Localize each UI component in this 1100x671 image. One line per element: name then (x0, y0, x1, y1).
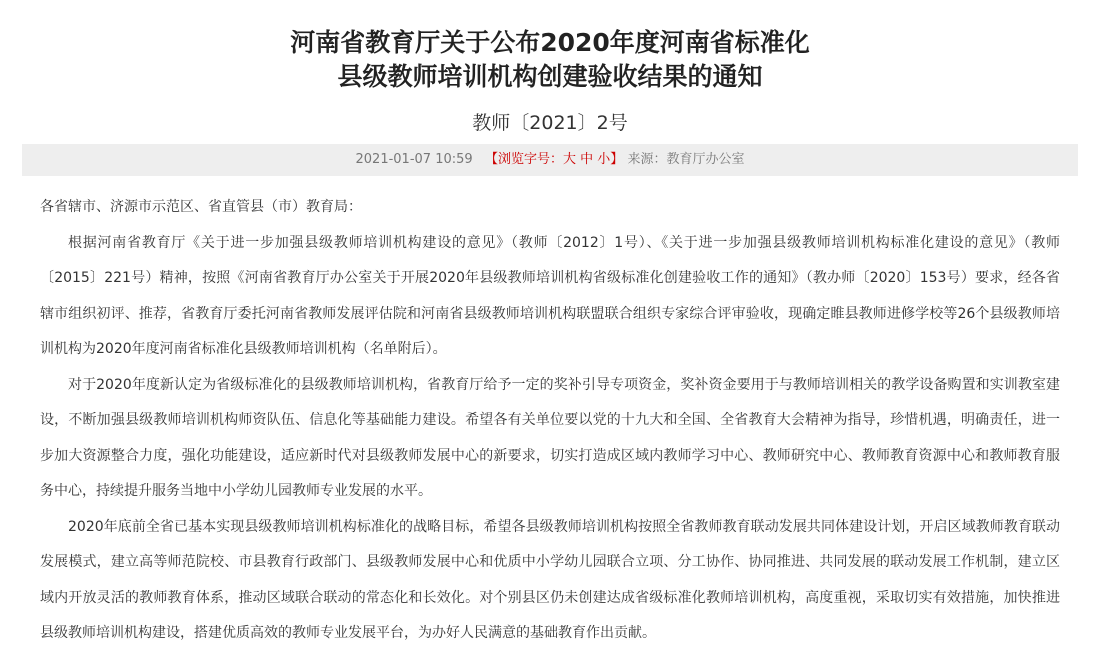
body-paragraph-1: 根据河南省教育厅《关于进一步加强县级教师培训机构建设的意见》（教师〔2012〕1号）、《关于进一步加强县级教师培训机构标准化建设的意见》（教师〔2015〕221号）精神，按照《河南省教育厅办公室关于开展2020年县级教师培训机构省级标准化创建验收工作的通知》（教办师〔2020〕153号）要求，经各省辖市组织初评、推荐，省教育厅委托河南省教师发展评估院和河南省县级教师培训机构联盟联合组织专家综合评审验收，现确定睢县教师进修学校等26个县级教师培训机构为2020年度河南省标准化县级教师培训机构（名单附后）。 (40, 234, 1060, 357)
article-source: 来源：教育厅办公室 (627, 152, 745, 167)
article-title-line-1: 河南省教育厅关于公布2020年度河南省标准化 (290, 28, 810, 57)
font-size-medium-link[interactable]: 中 (580, 152, 594, 167)
font-size-suffix: 】 (610, 152, 624, 167)
article-body (0, 190, 1100, 652)
document-number: 教师〔2021〕2号 (472, 112, 628, 134)
font-size-switch (485, 152, 623, 167)
body-paragraph-2: 对于2020年度新认定为省级标准化的县级教师培训机构，省教育厅给予一定的奖补引导专项资金，奖补资金要用于与教师培训相关的教学设备购置和实训教室建设，不断加强县级教师培训机构师资队伍、信息化等基础能力建设。希望各有关单位要以党的十九大和全国、全省教育大会精神为指导，珍惜机遇，明确责任，进一步加大资源整合力度，强化功能建设，适应新时代对县级教师发展中心的新要求，切实打造成区域内教师学习中心、教师研究中心、教师教育资源中心和教师教育服务中心，持续提升服务当地中小学幼儿园教师专业发展的水平。 (40, 376, 1060, 499)
article-meta-bar (22, 144, 1078, 176)
font-size-prefix: 【浏览字号： (484, 152, 563, 167)
publish-datetime: 2021-01-07 10:59 (355, 152, 473, 167)
body-paragraph-3: 2020年底前全省已基本实现县级教师培训机构标准化的战略目标，希望各县级教师培训机构按照全省教师教育联动发展共同体建设计划，开启区域教师教育联动发展模式，建立高等师范院校、市县教育行政部门、县级教师发展中心和优质中小学幼儿园联合立项、分工协作、协同推进、共同发展的联动发展工作机制，建立区域内开放灵活的教师教育体系，推动区域联合联动的常态化和长效化。对个别县区仍未创建达成省级标准化教师培训机构，高度重视，采取切实有效措施，加快推进县级教师培训机构建设，搭建优质高效的教师专业发展平台，为办好人民满意的基础教育作出贡献。 (40, 518, 1060, 641)
article-header (0, 0, 1100, 136)
salutation: 各省辖市、济源市示范区、省直管县（市）教育局： (40, 199, 362, 215)
font-size-small-link[interactable]: 小 (597, 152, 611, 167)
article-title-line-2: 县级教师培训机构创建验收结果的通知 (337, 62, 763, 91)
article-title (0, 26, 1100, 94)
font-size-large-link[interactable]: 大 (562, 152, 576, 167)
